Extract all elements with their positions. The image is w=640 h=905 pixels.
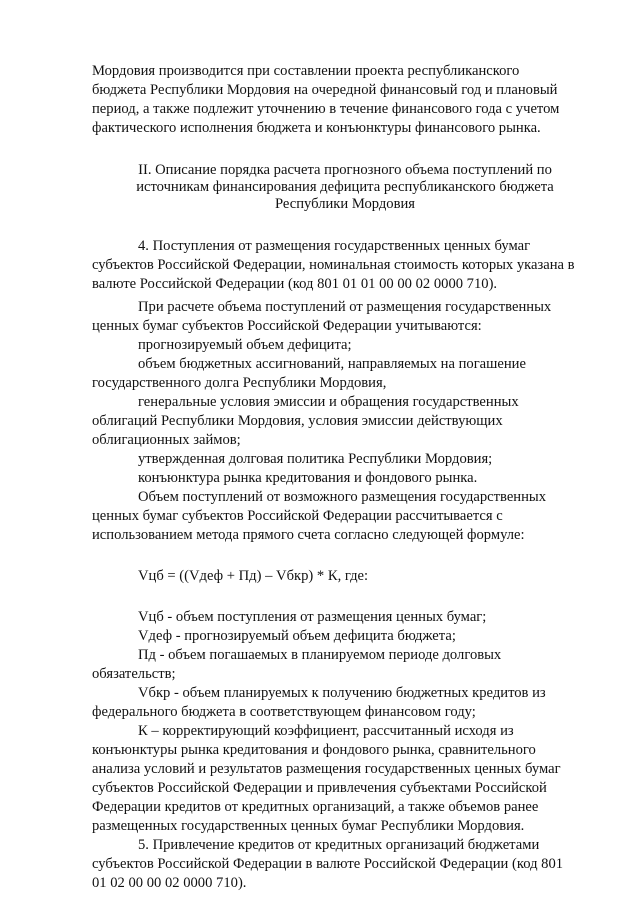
factor-item [92, 355, 598, 393]
text-line: субъектов Российской Федерации в валюте Российской Федерации (код 801 [92, 856, 564, 872]
definition-item [92, 608, 598, 627]
calc-intro-paragraph [92, 298, 598, 336]
item-5-paragraph [92, 836, 598, 893]
text-line: бюджета Республики Мордовия на очередной финансовый год и плановый [92, 82, 558, 98]
item-4-paragraph [92, 237, 598, 294]
text-line: субъектов Российской Федерации и привлечения субъектами Российской [92, 780, 547, 796]
text-line: государственного долга Республики Мордовия, [92, 375, 387, 391]
document-body [92, 62, 598, 893]
factor-item [92, 469, 598, 488]
definition-item [92, 684, 598, 722]
text-line: 01 02 00 00 02 0000 710). [92, 875, 247, 891]
definition-item [92, 646, 598, 684]
text-line: облигационных займов; [92, 432, 241, 448]
heading-line: источникам финансирования дефицита республиканского бюджета [136, 179, 554, 195]
text-line: 4. Поступления от размещения государственных ценных бумаг [138, 238, 531, 254]
text-line: Мордовия производится при составлении проекта республиканского [92, 63, 520, 79]
text-line: объем бюджетных ассигнований, направляемых на погашение [138, 356, 526, 372]
text-line: использованием метода прямого счета согласно следующей формуле: [92, 527, 525, 543]
intro-paragraph [92, 62, 598, 138]
heading-line: Республики Мордовия [274, 196, 415, 212]
factor-item [92, 450, 598, 469]
text-line: При расчете объема поступлений от размещения государственных [138, 299, 552, 315]
definition-item [92, 627, 598, 646]
text-line: Vдеф - прогнозируемый объем дефицита бюджета; [138, 628, 456, 644]
factor-item [92, 393, 598, 450]
text-line: обязательств; [92, 666, 176, 682]
text-line: прогнозируемый объем дефицита; [138, 337, 352, 353]
text-line: К – корректирующий коэффициент, рассчитанный исходя из [138, 723, 514, 739]
text-line: ценных бумаг субъектов Российской Федерации учитываются: [92, 318, 482, 334]
text-line: утвержденная долговая политика Республики Мордовия; [138, 451, 493, 467]
text-line: Пд - объем погашаемых в планируемом периоде долговых [138, 647, 502, 663]
text-line: ценных бумаг субъектов Российской Федерации рассчитывается с [92, 508, 503, 524]
method-paragraph [92, 488, 598, 545]
text-line: Федерации кредитов от кредитных организаций, а также объемов ранее [92, 799, 539, 815]
text-line: субъектов Российской Федерации, номинальная стоимость которых указана в [92, 257, 575, 273]
text-line: фактического исполнения бюджета и конъюнктуры финансового рынка. [92, 120, 541, 136]
text-line: Vцб - объем поступления от размещения ценных бумаг; [138, 609, 487, 625]
text-line: генеральные условия эмиссии и обращения государственных [138, 394, 519, 410]
text-line: период, а также подлежит уточнению в течение финансового года с учетом [92, 101, 560, 117]
text-line: облигаций Республики Мордовия, условия эмиссии действующих [92, 413, 503, 429]
factor-item [92, 336, 598, 355]
formula: Vцб = ((Vдеф + Пд) – Vбкр) * К, где: [138, 568, 369, 584]
definition-item [92, 722, 598, 836]
text-line: Vбкр - объем планируемых к получению бюджетных кредитов из [138, 685, 546, 701]
text-line: валюте Российской Федерации (код 801 01 01 00 00 02 0000 710). [92, 276, 498, 292]
text-line: Объем поступлений от возможного размещения государственных [138, 489, 547, 505]
text-line: федерального бюджета в соответствующем финансовом году; [92, 704, 476, 720]
text-line: анализа условий и результатов размещения государственных ценных бумаг [92, 761, 561, 777]
text-line: размещенных государственных ценных бумаг Республики Мордовия. [92, 818, 525, 834]
text-line: конъюнктуры рынка кредитования и фондового рынка, сравнительного [92, 742, 536, 758]
text-line: конъюнктура рынка кредитования и фондового рынка. [138, 470, 478, 486]
text-line: 5. Привлечение кредитов от кредитных организаций бюджетами [138, 837, 540, 853]
heading-line: II. Описание порядка расчета прогнозного объема поступлений по [138, 162, 552, 178]
section-heading [92, 162, 598, 213]
